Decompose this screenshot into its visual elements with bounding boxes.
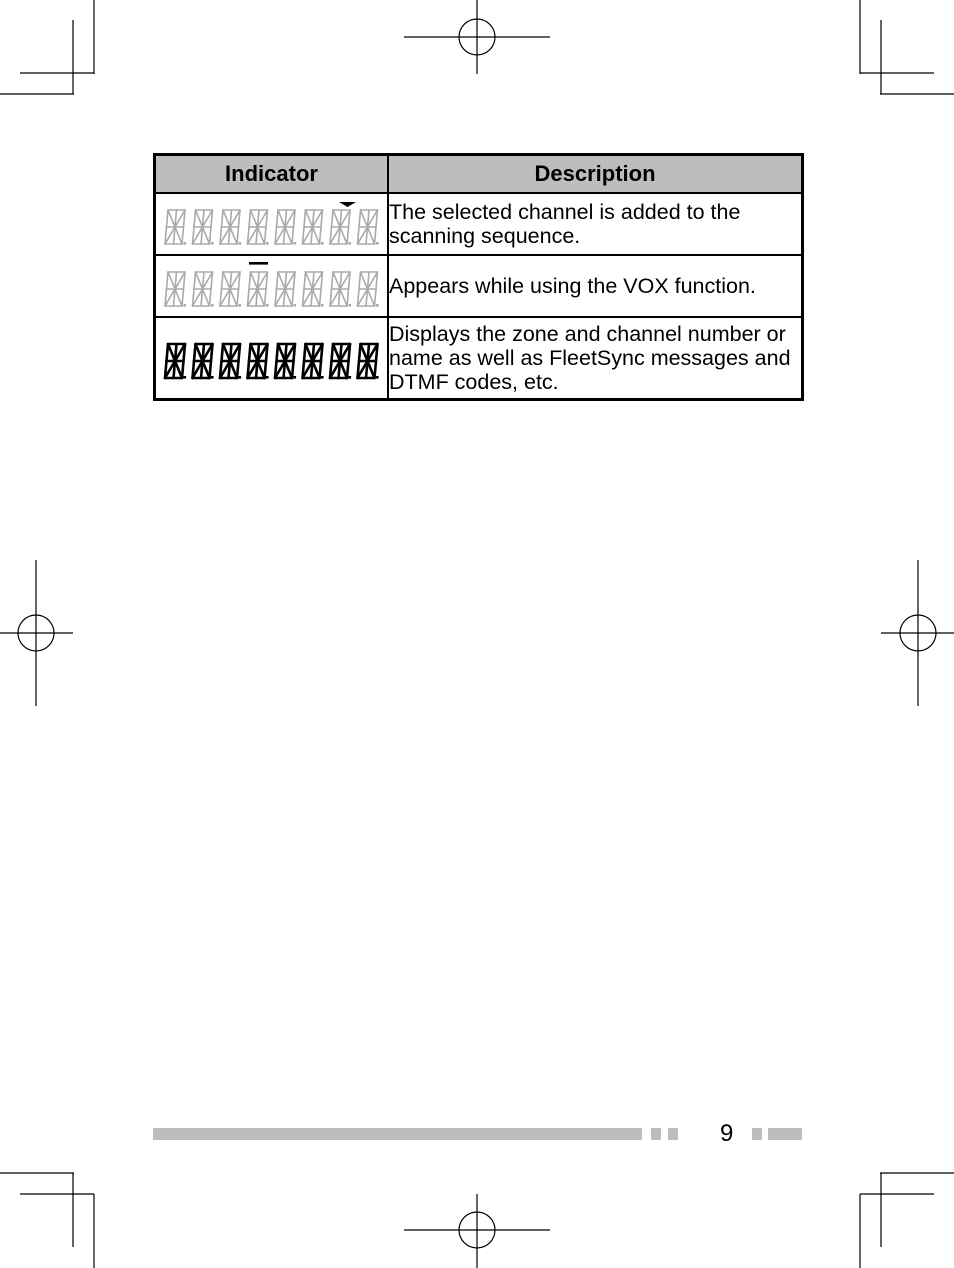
footer-block	[668, 1128, 678, 1140]
footer-block	[752, 1128, 762, 1140]
table-header-row	[155, 155, 803, 194]
table-row	[155, 255, 803, 317]
segment-display-scan-marker-icon	[159, 200, 385, 248]
table-row	[155, 193, 803, 255]
description-cell: Appears while using the VOX function.	[388, 255, 803, 317]
footer-block	[651, 1128, 661, 1140]
column-header-description: Description	[388, 155, 803, 194]
table-row	[155, 317, 803, 399]
indicator-cell	[155, 317, 389, 399]
indicator-cell	[155, 255, 389, 317]
description-cell: The selected channel is added to the scanning sequence.	[388, 193, 803, 255]
footer-rule	[153, 1128, 642, 1140]
indicator-cell	[155, 193, 389, 255]
column-header-indicator: Indicator	[155, 155, 389, 194]
indicator-table	[153, 153, 804, 401]
segment-display-characters-icon	[159, 334, 385, 382]
description-cell: Displays the zone and channel number or name as well as FleetSync messages and DTMF codes, etc.	[388, 317, 803, 399]
page-number: 9	[720, 1120, 734, 1147]
segment-display-vox-marker-icon	[159, 262, 385, 310]
footer-block	[768, 1128, 802, 1140]
page-footer	[0, 1120, 954, 1150]
